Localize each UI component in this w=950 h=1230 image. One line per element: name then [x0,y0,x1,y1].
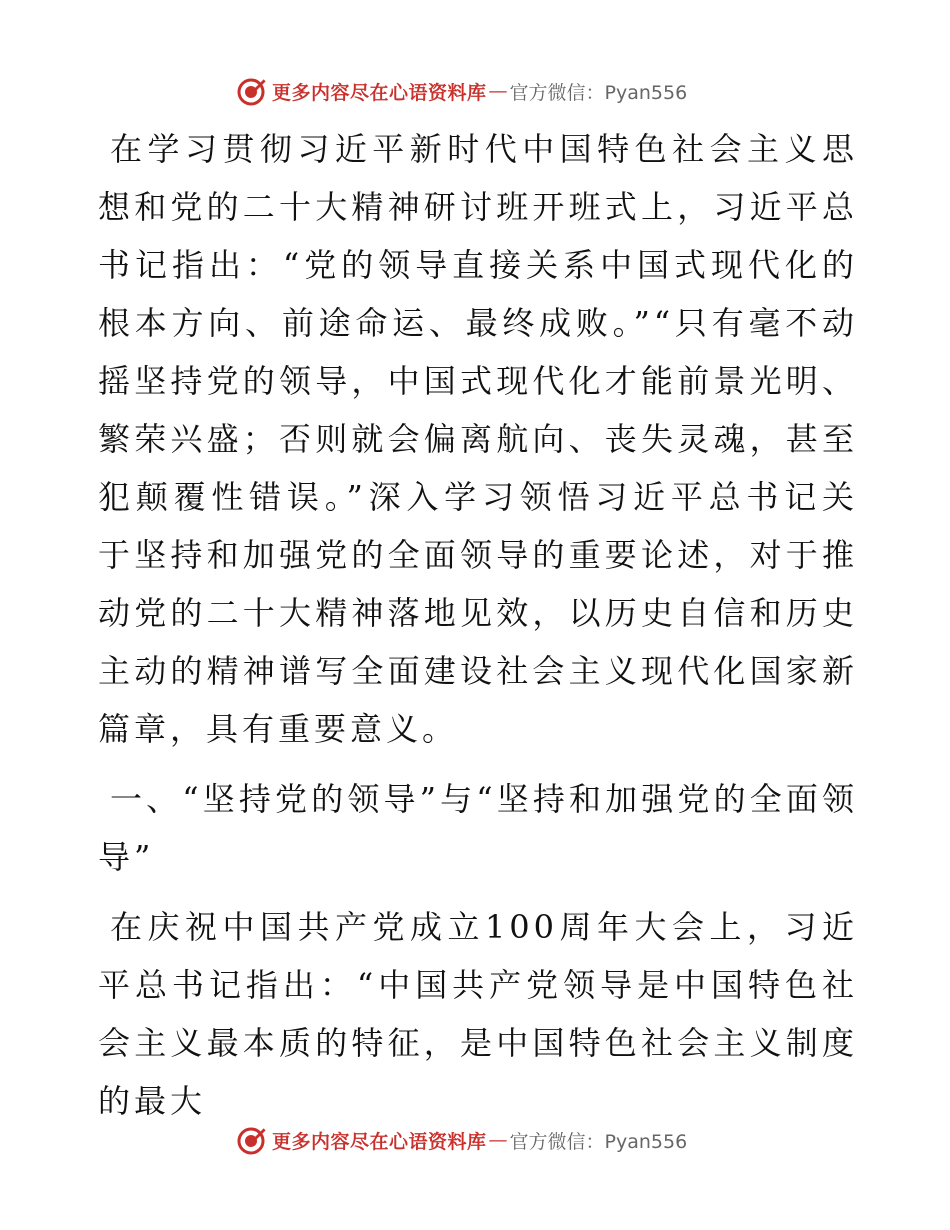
section-heading-1: 一、“坚持党的领导”与“坚持和加强党的全面领导” [98,780,858,876]
watermark-dash: — [488,1129,508,1151]
paragraph-section-1: 在庆祝中国共产党成立100周年大会上，习近平总书记指出：“中国共产党领导是中国特色社会主义最本质的特征，是中国特色社会主义制度的最大 [98,908,858,1120]
watermark-main-text: 更多内容尽在心语资料库 [272,81,487,104]
pen-seal-icon [236,75,268,107]
pen-seal-icon [236,1124,268,1156]
watermark-contact-text: 官方微信：Pyan556 [509,81,688,104]
header-watermark [236,74,687,108]
document-body [98,120,858,1130]
watermark-main-text: 更多内容尽在心语资料库 [272,1130,487,1153]
watermark-contact-text: 官方微信：Pyan556 [509,1130,688,1153]
paragraph-intro: 在学习贯彻习近平新时代中国特色社会主义思想和党的二十大精神研讨班开班式上，习近平总书记指出：“党的领导直接关系中国式现代化的根本方向、前途命运、最终成败。”“只有毫不动摇坚持党的领导，中国式现代化才能前景光明、繁荣兴盛；否则就会偏离航向、丧失灵魂，甚至犯颠覆性错误。”深入学习领悟习近平总书记关于坚持和加强党的全面领导的重要论述，对于推动党的二十大精神落地见效，以历史自信和历史主动的精神谱写全面建设社会主义现代化国家新篇章，具有重要意义。 [98,130,858,748]
footer-watermark [236,1123,687,1157]
watermark-dash: — [488,80,508,102]
